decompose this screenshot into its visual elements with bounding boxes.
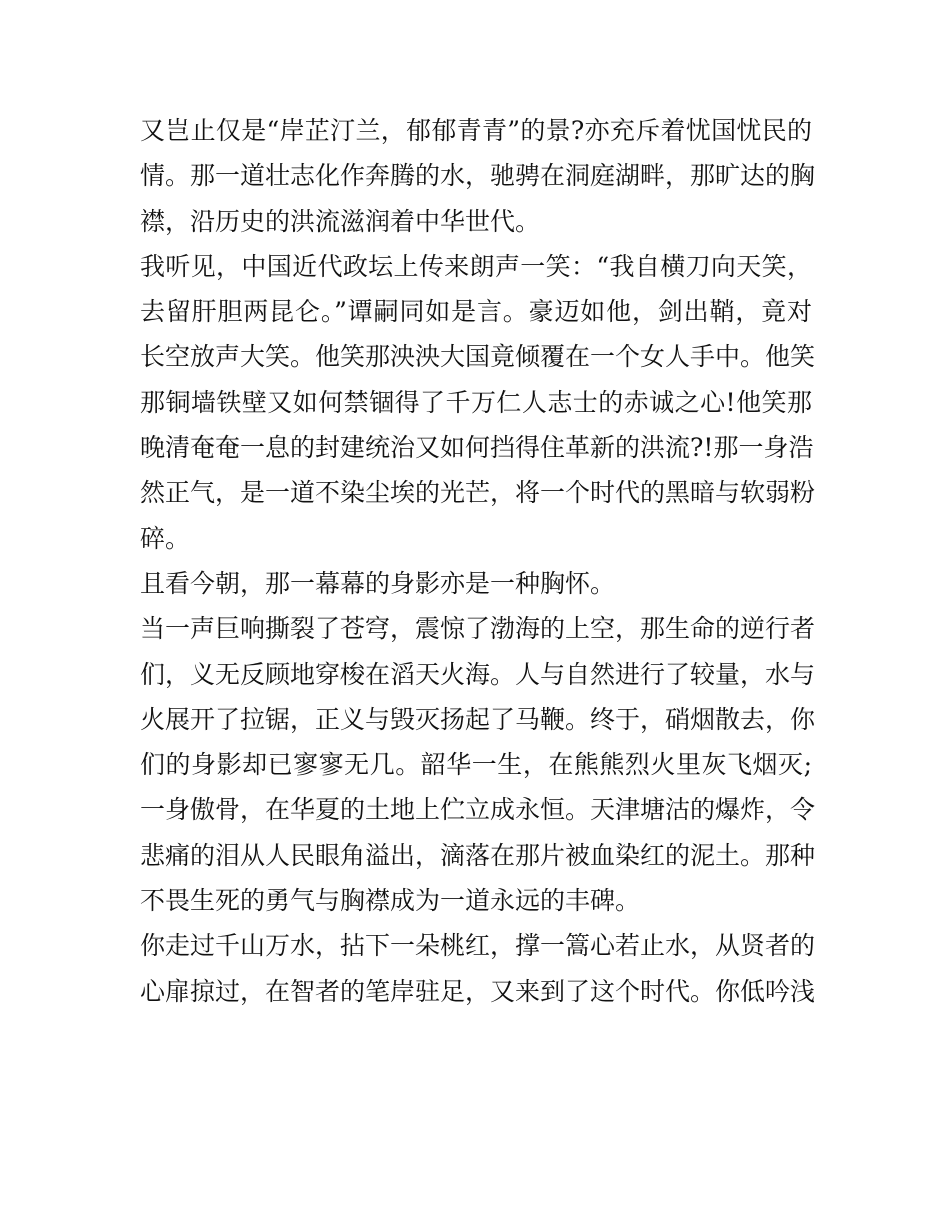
text-line: 心扉掠过，在智者的笔岸驻足，又来到了这个时代。你低吟浅	[140, 976, 816, 1006]
text-line: 你走过千山万水，拈下一朵桃红，撑一篙心若止水，从贤者的	[140, 931, 816, 961]
body-text	[140, 108, 816, 1014]
text-line: 那铜墙铁壁又如何禁锢得了千万仁人志士的赤诚之心!他笑那	[140, 387, 812, 417]
text-line: 火展开了拉锯，正义与毁灭扬起了马鞭。终于，硝烟散去，你	[140, 704, 816, 734]
paragraph	[140, 108, 816, 244]
text-line: 不畏生死的勇气与胸襟成为一道永远的丰碑。	[140, 886, 641, 916]
text-line: 碎。	[140, 523, 191, 553]
text-line: 我听见，中国近代政坛上传来朗声一笑：“我自横刀向天笑，	[140, 251, 812, 281]
paragraph	[140, 561, 812, 606]
text-line: 晚清奄奄一息的封建统治又如何挡得住革新的洪流?!那一身浩	[140, 433, 814, 463]
text-line: 情。那一道壮志化作奔腾的水，驰骋在洞庭湖畔，那旷达的胸	[140, 161, 816, 191]
text-line: 又岂止仅是“岸芷汀兰，郁郁青青”的景?亦充斥着忧国忧民的	[140, 116, 812, 145]
text-line: 长空放声大笑。他笑那泱泱大国竟倾覆在一个女人手中。他笑	[140, 342, 816, 372]
text-line: 当一声巨响撕裂了苍穹，震惊了渤海的上空，那生命的逆行者	[140, 614, 816, 644]
text-line: 们，义无反顾地穿梭在滔天火海。人与自然进行了较量，水与	[140, 659, 816, 689]
paragraph	[140, 244, 816, 561]
text-line: 且看今朝，那一幕幕的身影亦是一种胸怀。	[140, 568, 616, 598]
text-line: 然正气，是一道不染尘埃的光芒，将一个时代的黑暗与软弱粉	[140, 478, 816, 508]
text-line: 去留肝胆两昆仑。”谭嗣同如是言。豪迈如他，剑出鞘，竟对	[140, 297, 812, 327]
text-line: 襟，沿历史的洪流滋润着中华世代。	[140, 206, 541, 236]
text-line: 一身傲骨，在华夏的土地上伫立成永恒。天津塘沽的爆炸，令	[140, 795, 816, 825]
text-line: 们的身影却已寥寥无几。韶华一生，在熊熊烈火里灰飞烟灭;	[140, 750, 812, 780]
paragraph	[140, 923, 816, 1014]
paragraph	[140, 606, 816, 923]
text-line: 悲痛的泪从人民眼角溢出，滴落在那片被血染红的泥土。那种	[140, 840, 816, 870]
